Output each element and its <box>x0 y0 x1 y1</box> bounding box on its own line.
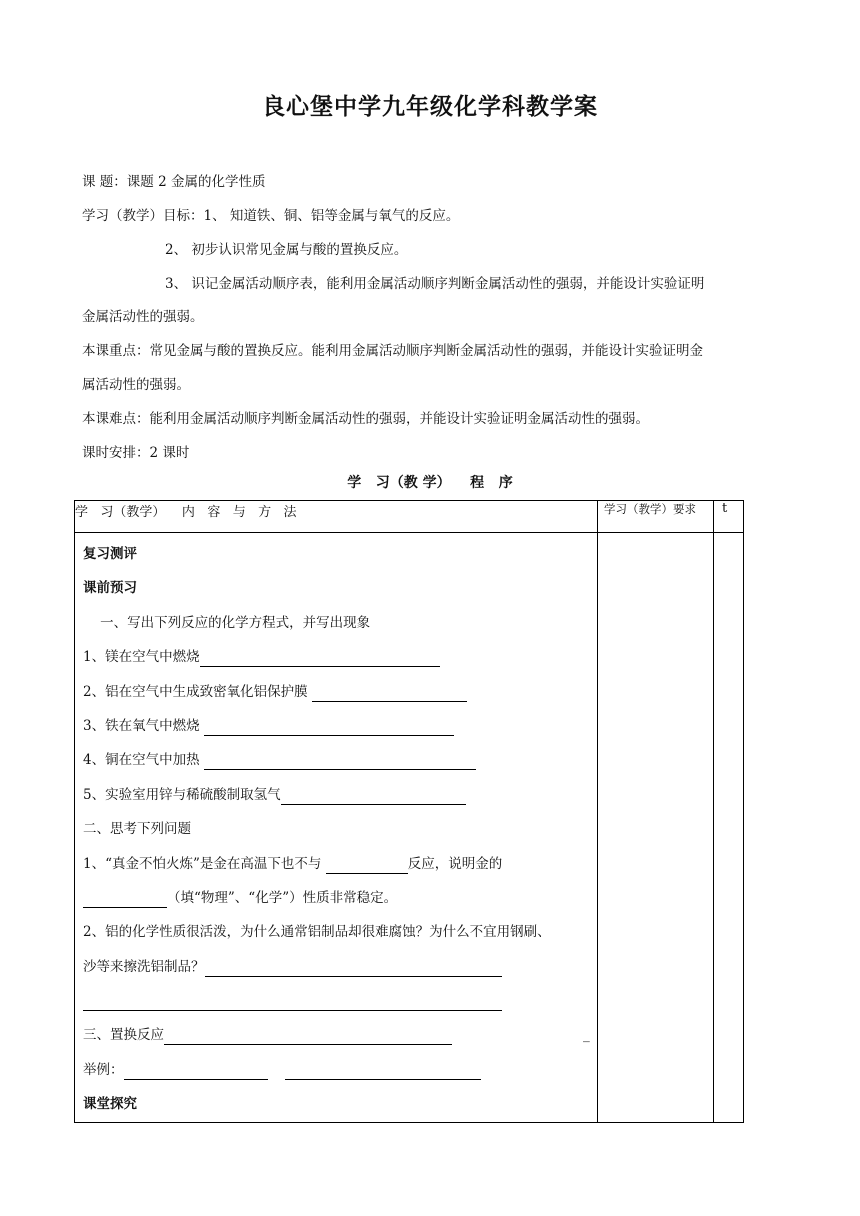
question-row <box>75 778 597 812</box>
goal-line-3-cont: 金属活动性的强弱。 <box>82 309 204 325</box>
answer-blank[interactable] <box>83 992 502 1011</box>
goal-line-1: 学习（教学）目标：1、 知道铁、铜、铝等金属与氧气的反应。 <box>82 208 460 224</box>
answer-blank[interactable] <box>164 1026 452 1045</box>
time-header: t <box>714 501 744 533</box>
think-question-1 <box>75 847 597 881</box>
think-question-2-cont <box>75 950 597 984</box>
table-header-row <box>75 501 744 533</box>
example-label: 举例： <box>83 1061 124 1078</box>
replacement-reaction-row <box>75 1018 597 1052</box>
answer-blank[interactable] <box>312 683 467 702</box>
answer-blank[interactable] <box>281 786 466 805</box>
question-row <box>75 709 597 743</box>
difficulty-line: 本课难点：能利用金属活动顺序判断金属活动性的强弱，并能设计实验证明金属活动性的强弱。 <box>82 411 649 427</box>
goal-line-2: 2、 初步认识常见金属与酸的置换反应。 <box>165 242 408 258</box>
answer-blank[interactable] <box>204 751 476 770</box>
question-text: 5、实验室用锌与稀硫酸制取氢气 <box>83 786 281 803</box>
think-text: 1、“真金不怕火炼”是金在高温下也不与 <box>83 855 322 872</box>
answer-blank[interactable] <box>205 958 502 977</box>
content-header: 学 习（教学） 内 容 与 方 法 <box>75 501 598 533</box>
content-cell <box>75 533 598 1123</box>
question-text: 2、铝在空气中生成致密氧化铝保护膜 <box>83 683 308 700</box>
requirement-header: 学习（教学）要求 <box>598 501 714 533</box>
think-question-2: 2、铝的化学性质很活泼，为什么通常铝制品却很难腐蚀？为什么不宜用钢刷、 <box>83 924 551 941</box>
explore-heading: 课堂探究 <box>83 1096 137 1113</box>
think-text-end: （填“物理”、“化学”）性质非常稳定。 <box>167 889 398 906</box>
lesson-table <box>74 500 744 1123</box>
goal-line-3: 3、 识记金属活动顺序表，能利用金属活动顺序判断金属活动性的强弱，并能设计实验证明 <box>165 276 705 292</box>
example-row <box>75 1053 597 1087</box>
answer-blank[interactable] <box>204 717 454 736</box>
question-text: 4、铜在空气中加热 <box>83 752 200 769</box>
question-text: 1、镁在空气中燃烧 <box>83 649 200 666</box>
question-row <box>75 640 597 674</box>
question-text: 3、铁在氧气中燃烧 <box>83 717 200 734</box>
table-body-row <box>75 533 744 1123</box>
answer-line-row <box>75 984 597 1018</box>
answer-blank[interactable] <box>124 1061 268 1080</box>
section-title: 学 习（教 学） 程 序 <box>347 475 513 491</box>
answer-blank[interactable] <box>285 1061 481 1080</box>
part1-title: 一、写出下列反应的化学方程式，并写出现象 <box>83 614 371 631</box>
requirement-cell <box>598 533 714 1123</box>
page-title: 良心堡中学九年级化学科教学案 <box>262 94 598 120</box>
answer-blank[interactable] <box>83 889 167 908</box>
review-heading: 复习测评 <box>83 546 137 562</box>
part2-title: 二、思考下列问题 <box>83 821 191 838</box>
topic-line: 课 题：课题 2 金属的化学性质 <box>82 174 266 190</box>
answer-blank[interactable] <box>200 648 440 667</box>
schedule-line: 课时安排：2 课时 <box>82 445 190 461</box>
think-question-1-cont <box>75 881 597 915</box>
preview-heading: 课前预习 <box>83 580 137 597</box>
key-point-line: 本课重点：常见金属与酸的置换反应。能利用金属活动顺序判断金属活动性的强弱，并能设计实验证明金 <box>82 343 703 359</box>
trailing-dash: _ <box>583 1027 590 1044</box>
think-text-end: 反应，说明金的 <box>407 855 503 872</box>
time-cell <box>714 533 744 1123</box>
answer-blank[interactable] <box>326 855 408 874</box>
question-row <box>75 743 597 777</box>
think-text: 沙等来擦洗铝制品？ <box>83 958 205 975</box>
question-row <box>75 675 597 709</box>
key-point-line-cont: 属活动性的强弱。 <box>82 377 190 393</box>
part3-title: 三、置换反应 <box>83 1027 164 1044</box>
